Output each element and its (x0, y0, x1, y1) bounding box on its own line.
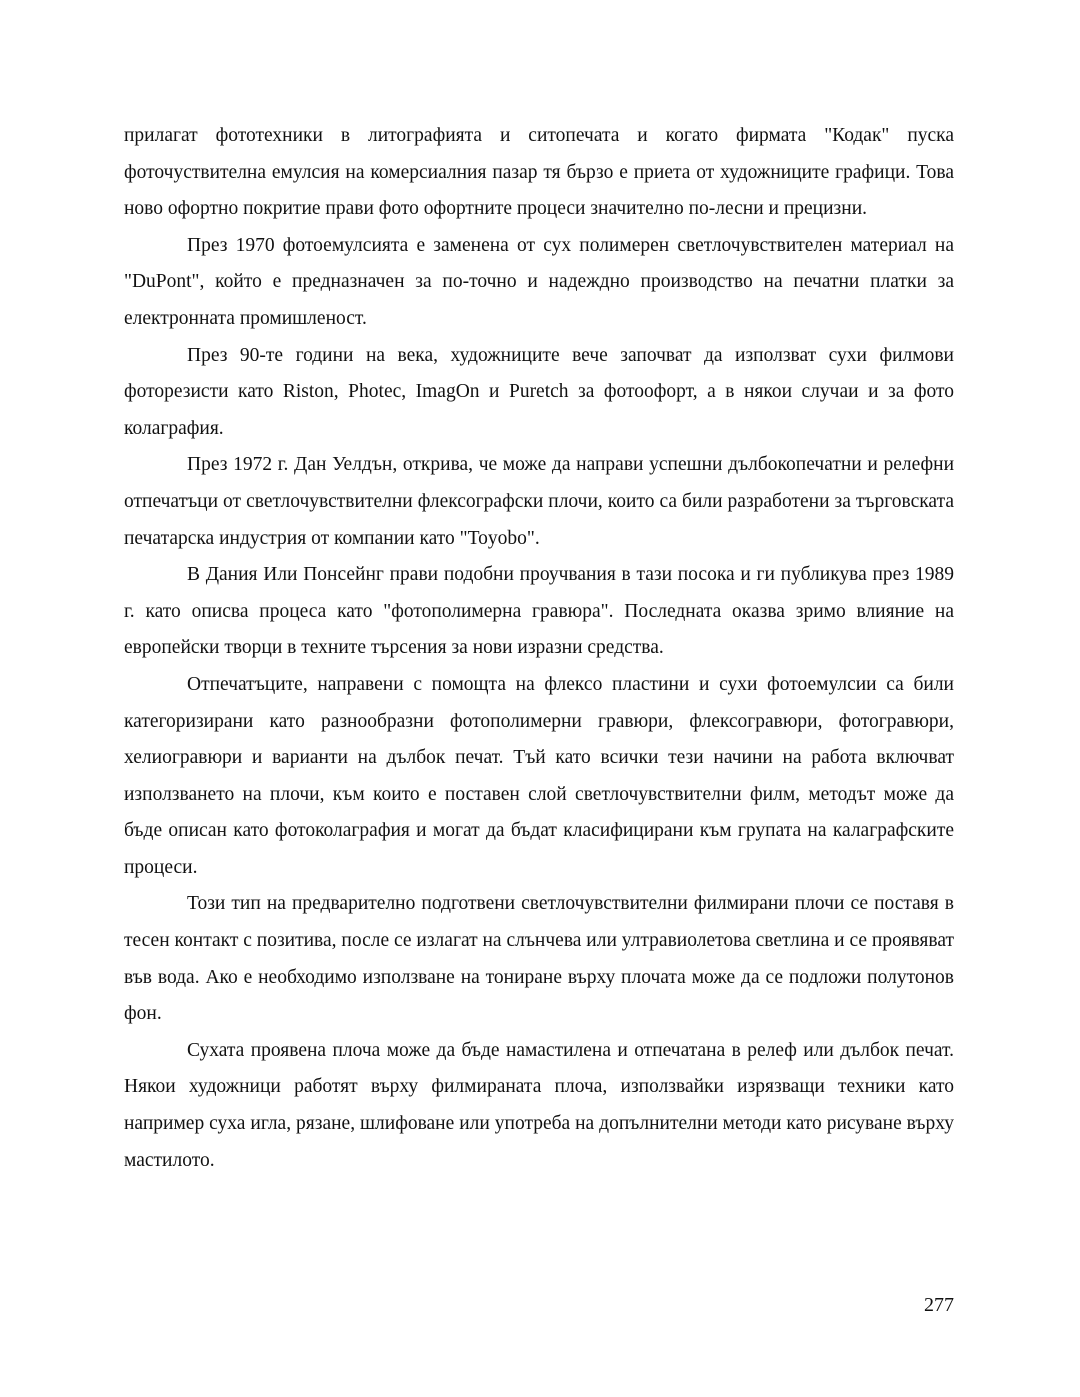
page-number: 277 (924, 1294, 954, 1316)
paragraph-plates: Този тип на предварително подготвени светлочувствителни филмирани плочи се поставя в тесен контакт с позитива, после се излагат на слънчева или ултравиолетова светлина и се проявяват във вода. Ако е необходимо използване на тониране върху плочата може да се подложи полутонов фон. (124, 893, 954, 1025)
paragraph-weldon: През 1972 г. Дан Уелдън, открива, че може да направи успешни дълбокопечатни и релефни отпечатъци от светлочувствителни флексографски плочи, които са били разработени за търговската печатарска индустрия от компании като "Toyobo". (124, 454, 954, 549)
paragraph-dupont: През 1970 фотоемулсията е заменена от сух полимерен светлочувствителен материал на "DuPont", който е предназначен за по-точно и надеждно производство на печатни платки за електронната промишленост. (124, 234, 954, 329)
paragraph-dry-film: През 90-те години на века, художниците вече започват да използват сухи филмови фоторезисти като Riston, Photec, ImagOn и Puretch за фотоофорт, а в някои случаи и за фото колаграфия. (124, 344, 954, 439)
paragraph-denmark: В Дания Или Понсейнг прави подобни проучвания в тази посока и ги публикува през 1989 г. като описва процеса като "фотополимерна гравюра". Последната оказва зримо влияние на европейски творци в техните търсения за нови изразни средства. (124, 564, 954, 659)
paragraph-continuation: прилагат фототехники в литографията и ситопечата и когато фирмата "Кодак" пуска фоточуствителна емулсия на комерсиалния пазар тя бързо е приета от художниците графици. Това ново офортно покритие прави фото офортните процеси значително по-лесни и прецизни. (124, 125, 954, 220)
paragraph-prints: Отпечатъците, направени с помощта на флексо пластини и сухи фотоемулсии са били категоризирани като разнообразни фотополимерни гравюри, флексогравюри, фотогравюри, хелиогравюри и варианти на дълбок печат. Тъй като всички тези начини на работа включват използването на плочи, към които е поставен слой светлочувствителни филм, методът може да бъде описан като фотоколаграфия и могат да бъдат класифицирани към групата на калаграфските процеси. (124, 673, 954, 878)
paragraph-dry-plate: Сухата проявена плоча може да бъде намастилена и отпечатана в релеф или дълбок печат. Някои художници работят върху филмираната плоча, използвайки изрязващи техники като например суха игла, рязане, шлифоване или употреба на допълнителни методи като рисуване върху мастилото. (124, 1039, 954, 1171)
page-body (124, 118, 954, 1179)
